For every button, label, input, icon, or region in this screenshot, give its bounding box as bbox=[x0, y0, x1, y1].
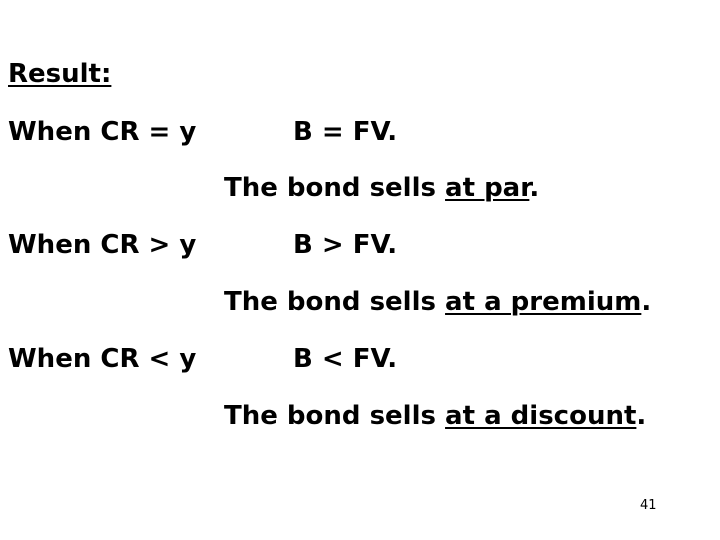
sell-statement-discount bbox=[224, 400, 646, 432]
sell-statement-premium bbox=[224, 286, 651, 318]
page-number: 41 bbox=[640, 498, 657, 513]
sell-suffix: . bbox=[529, 173, 540, 203]
sell-prefix: The bond sells bbox=[224, 287, 446, 317]
slide-title: Result: bbox=[8, 59, 112, 89]
condition-par: When CR = y bbox=[8, 117, 197, 147]
sell-term-premium: at a premium bbox=[445, 287, 642, 317]
sell-term-discount: at a discount bbox=[445, 401, 637, 431]
sell-suffix: . bbox=[636, 401, 647, 431]
sell-statement-par bbox=[224, 172, 539, 204]
result-premium: B > FV. bbox=[293, 230, 398, 260]
sell-prefix: The bond sells bbox=[224, 173, 446, 203]
sell-term-par: at par bbox=[445, 173, 530, 203]
condition-premium: When CR > y bbox=[8, 230, 197, 260]
sell-prefix: The bond sells bbox=[224, 401, 446, 431]
result-discount: B < FV. bbox=[293, 344, 398, 374]
condition-discount: When CR < y bbox=[8, 344, 197, 374]
sell-suffix: . bbox=[641, 287, 652, 317]
result-par: B = FV. bbox=[293, 117, 398, 147]
